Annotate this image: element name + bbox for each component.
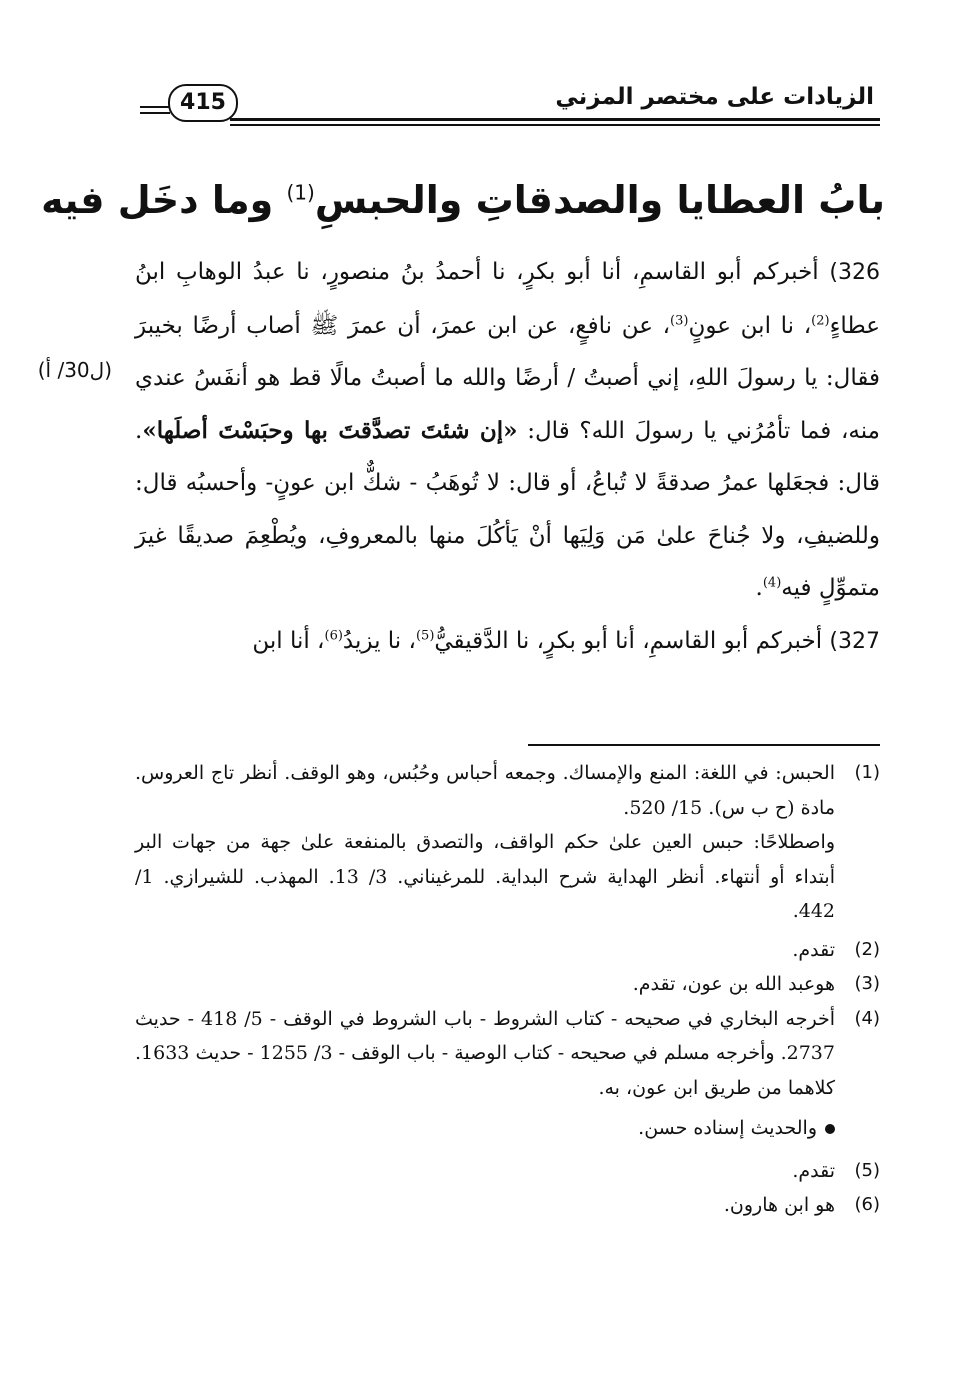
main-text: [135, 246, 880, 668]
footnote-number: (3): [854, 973, 880, 994]
footnote-number: (6): [854, 1194, 880, 1215]
page-number-tick: [140, 106, 170, 108]
narration-text: .: [755, 575, 763, 601]
footnote-text: هوعبد الله بن عون، تقدم.: [632, 973, 835, 995]
footnote-ref: (2): [811, 312, 830, 328]
footnote-6: [135, 1188, 880, 1223]
narration-text: ، نا يزيدُ: [342, 627, 416, 654]
chapter-title-part1: بابُ العطايا والصدقاتِ والحبسِ: [314, 178, 885, 222]
bullet-icon: [825, 1124, 835, 1134]
narration-327: [135, 615, 880, 669]
footnotes: [135, 756, 880, 1223]
header-rule-thin: [230, 124, 880, 126]
book-title: الزيادات على مختصر المزني: [555, 84, 874, 110]
page-number-tick: [140, 112, 170, 114]
footnote-ref: (5): [415, 627, 435, 643]
footnote-text: تقدم.: [792, 938, 835, 961]
footnote-4-grading: [135, 1111, 835, 1146]
narration-text: ، أنا ابن: [252, 627, 325, 654]
footnote-4: [135, 1002, 880, 1106]
footnote-2: [135, 933, 880, 968]
narration-text: . قال: فجعَلها عمرُ صدقةً لا تُباعُ، أو قال: لا تُوهَبُ - شكٌّ ابن عونٍ- وأحسبُه قال: وللضيفِ، ولا جُناحَ علىٰ مَن وَلِيَها أنْ يَأكُلَ منها بالمعروفِ، ويُطْعِمَ صديقًا غيرَ متموِّلٍ فيه: [135, 417, 880, 601]
running-header: [140, 78, 880, 128]
header-rule: [230, 118, 880, 121]
page-number: 415: [168, 84, 238, 122]
hadith-quote: «إن شئتَ تصدَّقتَ بها وحبَسْتَ أصلَها»: [142, 416, 518, 444]
footnote-ref: (4): [762, 575, 782, 591]
footnote-text: الحبس: في اللغة: المنع والإمساك. وجمعه أحباس وحُبُس، وهو الوقف. أنظر تاج العروس. مادة (ح ب س). 15/ 520.: [135, 762, 835, 819]
chapter-heading: [41, 178, 885, 222]
footnote-number: (1): [854, 762, 880, 783]
narration-text: ، نا ابن عونٍ: [688, 312, 812, 339]
footnote-number: (4): [854, 1007, 880, 1029]
footnote-ref: (3): [670, 312, 689, 328]
footnote-text: أخرجه البخاري في صحيحه - كتاب الشروط - باب الشروط في الوقف - 5/ 418 - حديث 2737. وأخرجه مسلم في صحيحه - كتاب الوصية - باب الوقف - 3/ 1255 - حديث 1633. كلاهما من طريق ابن عون، به.: [135, 1007, 835, 1099]
footnote-1-continuation: واصطلاحًا: حبس العين علىٰ حكم الواقف، والتصدق بالمنفعة علىٰ جهة من جهات البر أبتداء أو أنتهاء. أنظر الهداية شرح البداية. للمرغيناني. 3/ 13. المهذب. للشيرازي. 1/ 442.: [135, 831, 835, 922]
narration-text: أخبركم أبو القاسمِ، أنا أبو بكرٍ، نا أحمدُ بنُ منصورٍ، نا عبدُ الوهابِ ابنُ عطاءٍ: [135, 259, 881, 339]
footnote-1: [135, 756, 880, 825]
manuscript-folio-note: (ل30/ أ): [37, 358, 112, 382]
footnote-text: هو ابن هارون.: [723, 1194, 835, 1216]
footnote-number: (5): [854, 1159, 880, 1181]
footnote-number: (2): [854, 938, 880, 960]
footnote-ref: (6): [324, 627, 343, 643]
footnote-text: تقدم.: [792, 1159, 835, 1182]
narration-text: أخبركم أبو القاسمِ، أنا أبو بكرٍ، نا الدَّقيقيُّ: [434, 627, 830, 654]
narration-326: [135, 246, 880, 615]
narration-number: 327): [829, 628, 880, 654]
grading-text: والحديث إسناده حسن.: [638, 1117, 817, 1139]
footnote-5: [135, 1154, 880, 1189]
chapter-title-part2: وما دخَل فيه: [41, 178, 287, 222]
footnote-ref: (1): [286, 180, 315, 205]
narration-number: 326): [829, 260, 880, 285]
footnote-3: [135, 967, 880, 1002]
narration-text: ، عن نافعٍ، عن ابن عمرَ، أن عمرَ ﷺ أصاب أرضًا بخيبرَ فقال: يا رسولَ اللهِ، إني أصبتُ / أرضًا والله ما أصبتُ مالًا قط هو أنفَسُ عندي منه، فما تأمُرُني يا رسولَ الله؟ قال:: [135, 312, 880, 444]
footnote-separator: [528, 744, 880, 746]
